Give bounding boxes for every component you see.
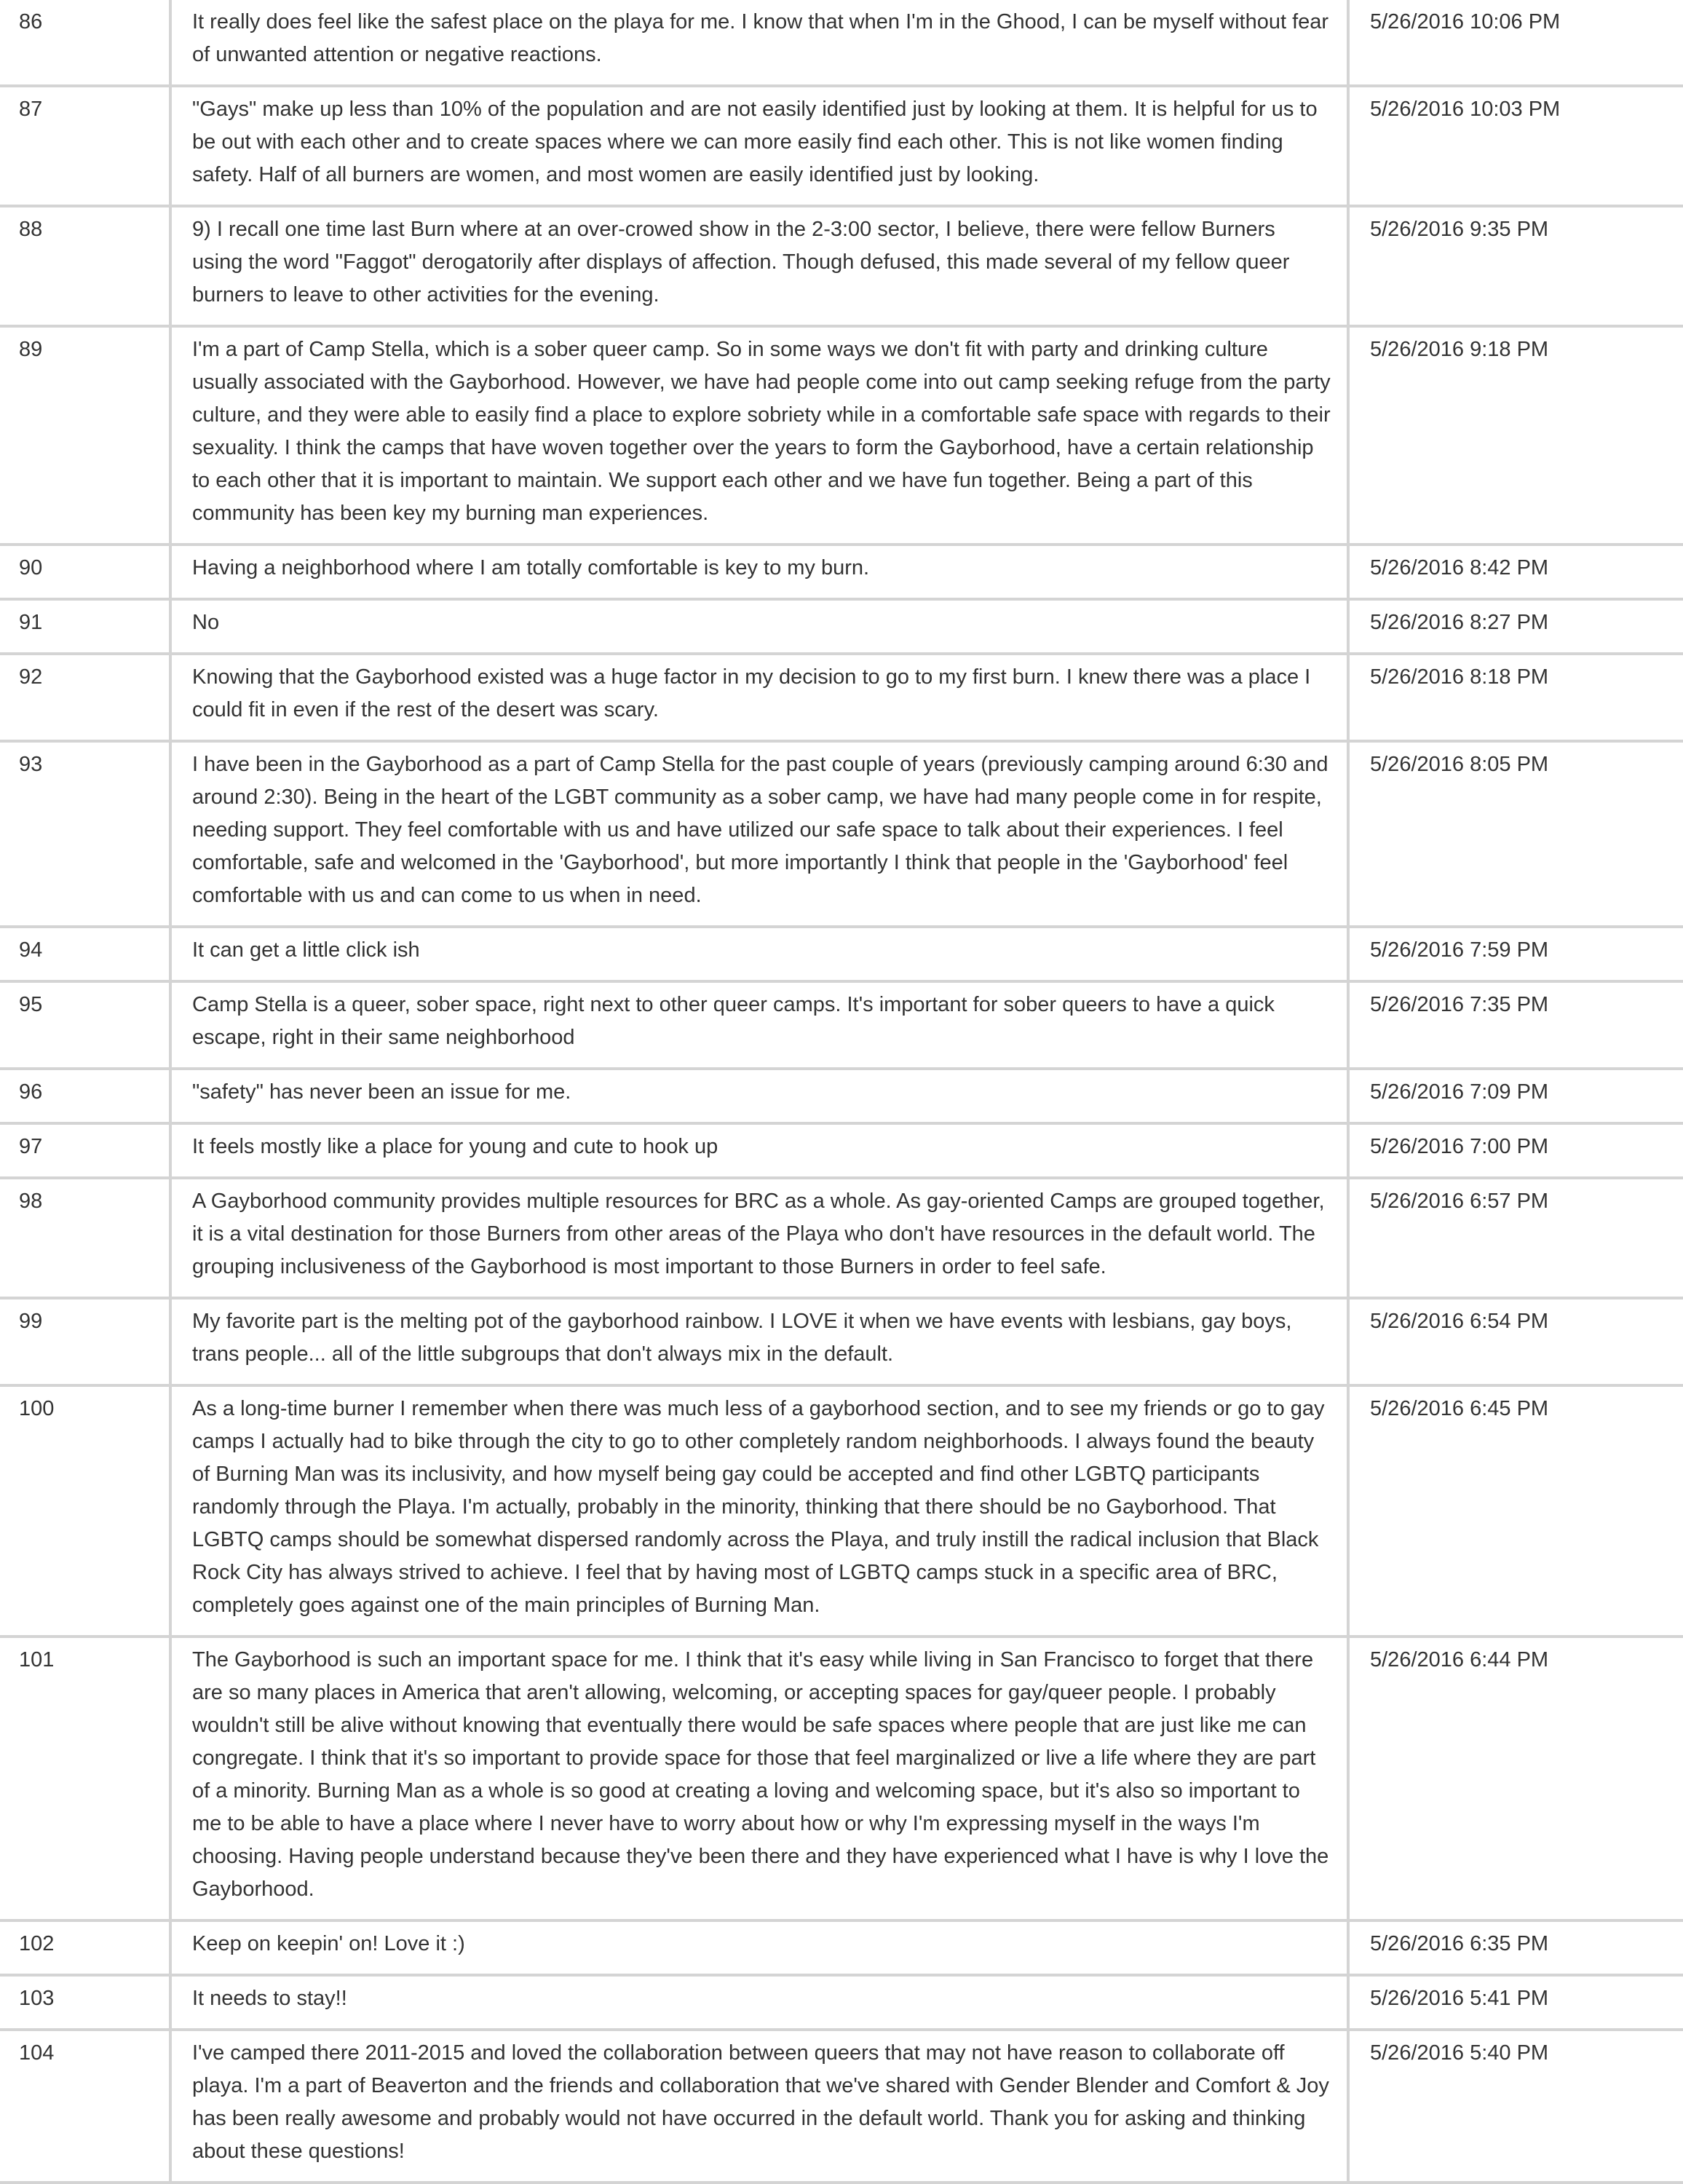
response-date: 5/26/2016 6:45 PM: [1370, 1397, 1549, 1420]
table-row: [0, 86, 1683, 206]
table-row: [0, 1178, 1683, 1298]
table-row: [0, 1385, 1683, 1637]
response-text: 9) I recall one time last Burn where at an over-crowed show in the 2-3:00 sector, I believe, there were fellow Burners using the word "Faggot" derogatorily after displays of affection. Though defused, this made several of my fellow queer burners to leave to other activities for the evening.: [170, 206, 1348, 326]
response-number: 87: [0, 86, 170, 206]
response-text: "Gays" make up less than 10% of the population and are not easily identified just by looking at them. It is helpful for us to be out with each other and to create spaces where we can more easily find each other. This is not like women finding safety. Half of all burners are women, and most women are easily identified just by looking.: [170, 86, 1348, 206]
response-date: 5/26/2016 7:59 PM: [1370, 938, 1549, 962]
response-text: It can get a little click ish: [170, 927, 1348, 981]
response-text: Camp Stella is a queer, sober space, right next to other queer camps. It's important for sober queers to have a quick escape, right in their same neighborhood: [170, 981, 1348, 1069]
table-row: [0, 206, 1683, 326]
response-number: 93: [0, 741, 170, 927]
response-date: 5/26/2016 8:05 PM: [1370, 753, 1549, 776]
response-number: 91: [0, 599, 170, 654]
response-date: 5/26/2016 10:06 PM: [1370, 10, 1561, 33]
response-text: "safety" has never been an issue for me.: [170, 1069, 1348, 1123]
response-date: 5/26/2016 7:09 PM: [1370, 1080, 1549, 1104]
response-date: 5/26/2016 8:27 PM: [1370, 611, 1549, 634]
response-number: 104: [0, 2030, 170, 2183]
response-date: 5/26/2016 7:00 PM: [1370, 1135, 1549, 1158]
response-number: 95: [0, 981, 170, 1069]
response-date: 5/26/2016 6:57 PM: [1370, 1190, 1549, 1213]
response-date: 5/26/2016 5:41 PM: [1370, 1987, 1549, 2010]
response-text: Having a neighborhood where I am totally comfortable is key to my burn.: [170, 545, 1348, 599]
table-row: [0, 1975, 1683, 2030]
response-text: I'm a part of Camp Stella, which is a sober queer camp. So in some ways we don't fit with party and drinking culture usually associated with the Gayborhood. However, we have had people come into out camp seeking refuge from the party culture, and they were able to easily find a place to explore sobriety while in a comfortable safe space with regards to their sexuality. I think the camps that have woven together over the years to form the Gayborhood, have a certain relationship to each other that it is important to maintain. We support each other and we have fun together. Being a part of this community has been key my burning man experiences.: [170, 326, 1348, 545]
response-text: It feels mostly like a place for young and cute to hook up: [170, 1123, 1348, 1178]
response-text: The Gayborhood is such an important space for me. I think that it's easy while living in San Francisco to forget that there are so many places in America that aren't allowing, welcoming, or accepting spaces for gay/queer people. I probably wouldn't still be alive without knowing that eventually there would be safe spaces where people that are just like me can congregate. I think that it's so important to provide space for those that feel marginalized or live a life where they are part of a minority. Burning Man as a whole is so good at creating a loving and welcoming space, but it's also so important to me to be able to have a place where I never have to worry about how or why I'm expressing myself in the ways I'm choosing. Having people understand because they've been there and they have experienced what I have is why I love the Gayborhood.: [170, 1637, 1348, 1920]
response-number: 96: [0, 1069, 170, 1123]
response-text: I have been in the Gayborhood as a part of Camp Stella for the past couple of years (previously camping around 6:30 and around 2:30). Being in the heart of the LGBT community as a sober camp, we have had many people come in for respite, needing support. They feel comfortable with us and have utilized our safe space to talk about their experiences. I feel comfortable, safe and welcomed in the 'Gayborhood', but more importantly I think that people in the 'Gayborhood' feel comfortable with us and can come to us when in need.: [170, 741, 1348, 927]
response-number: 86: [0, 0, 170, 86]
table-row: [0, 1637, 1683, 1920]
response-text: No: [170, 599, 1348, 654]
response-text: I've camped there 2011-2015 and loved the collaboration between queers that may not have reason to collaborate off playa. I'm a part of Beaverton and the friends and collaboration that we've shared with Gender Blender and Comfort & Joy has been really awesome and probably would not have occurred in the default world. Thank you for asking and thinking about these questions!: [170, 2030, 1348, 2183]
response-number: 94: [0, 927, 170, 981]
response-text: As a long-time burner I remember when there was much less of a gayborhood section, and to see my friends or go to gay camps I actually had to bike through the city to go to other completely random neighborhoods. I always found the beauty of Burning Man was its inclusivity, and how myself being gay could be accepted and find other LGBTQ participants randomly through the Playa. I'm actually, probably in the minority, thinking that there should be no Gayborhood. That LGBTQ camps should be somewhat dispersed randomly across the Playa, and truly instill the radical inclusion that Black Rock City has always strived to achieve. I feel that by having most of LGBTQ camps stuck in a specific area of BRC, completely goes against one of the main principles of Burning Man.: [170, 1385, 1348, 1637]
response-text: My favorite part is the melting pot of the gayborhood rainbow. I LOVE it when we have events with lesbians, gay boys, trans people... all of the little subgroups that don't always mix in the default.: [170, 1298, 1348, 1385]
response-text: A Gayborhood community provides multiple resources for BRC as a whole. As gay-oriented Camps are grouped together, it is a vital destination for those Burners from other areas of the Playa who don't have resources in the default world. The grouping inclusiveness of the Gayborhood is most important to those Burners in order to feel safe.: [170, 1178, 1348, 1298]
table-row: [0, 654, 1683, 741]
table-row: [0, 981, 1683, 1069]
response-text: Knowing that the Gayborhood existed was a huge factor in my decision to go to my first burn. I knew there was a place I could fit in even if the rest of the desert was scary.: [170, 654, 1348, 741]
table-row: [0, 1298, 1683, 1385]
table-row: [0, 1123, 1683, 1178]
response-date: 5/26/2016 6:44 PM: [1370, 1648, 1549, 1671]
response-number: 100: [0, 1385, 170, 1637]
response-date: 5/26/2016 9:18 PM: [1370, 338, 1549, 361]
table-row: [0, 2030, 1683, 2183]
response-number: 98: [0, 1178, 170, 1298]
response-number: 90: [0, 545, 170, 599]
table-row: [0, 741, 1683, 927]
response-number: 99: [0, 1298, 170, 1385]
response-date: 5/26/2016 6:35 PM: [1370, 1932, 1549, 1955]
response-date: 5/26/2016 5:40 PM: [1370, 2041, 1549, 2065]
table-row: [0, 545, 1683, 599]
response-number: 92: [0, 654, 170, 741]
response-date: 5/26/2016 8:18 PM: [1370, 665, 1549, 689]
response-number: 88: [0, 206, 170, 326]
response-number: 101: [0, 1637, 170, 1920]
response-date: 5/26/2016 9:35 PM: [1370, 218, 1549, 241]
table-row: [0, 326, 1683, 545]
response-text: It needs to stay!!: [170, 1975, 1348, 2030]
response-date: 5/26/2016 10:03 PM: [1370, 98, 1561, 121]
response-number: 89: [0, 326, 170, 545]
response-text: Keep on keepin' on! Love it :): [170, 1920, 1348, 1975]
response-date: 5/26/2016 8:42 PM: [1370, 556, 1549, 579]
table-row: [0, 0, 1683, 86]
response-number: 97: [0, 1123, 170, 1178]
response-date: 5/26/2016 6:54 PM: [1370, 1310, 1549, 1333]
table-row: [0, 1920, 1683, 1975]
table-row: [0, 1069, 1683, 1123]
table-row: [0, 599, 1683, 654]
response-number: 102: [0, 1920, 170, 1975]
table-row: [0, 927, 1683, 981]
response-number: 103: [0, 1975, 170, 2030]
response-date: 5/26/2016 7:35 PM: [1370, 993, 1549, 1016]
response-text: It really does feel like the safest place on the playa for me. I know that when I'm in the Ghood, I can be myself without fear of unwanted attention or negative reactions.: [170, 0, 1348, 86]
